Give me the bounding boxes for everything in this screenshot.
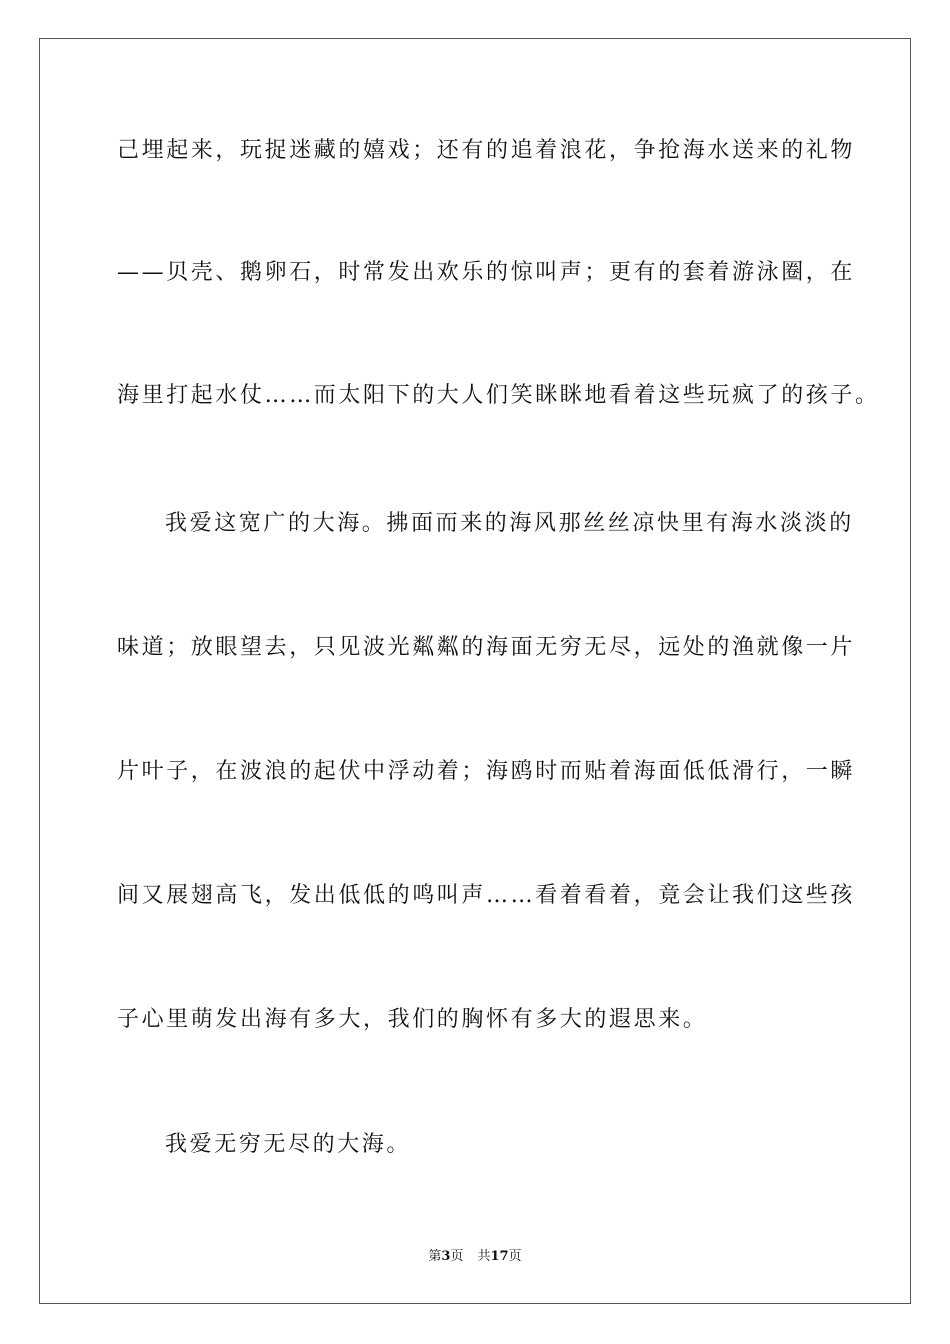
page-border — [39, 38, 911, 1304]
text-line: 己埋起来，玩捉迷藏的嬉戏；还有的追着浪花，争抢海水送来的礼物 — [117, 138, 856, 163]
total-suffix: 页 — [508, 1249, 522, 1264]
current-page-number: 3 — [441, 1249, 451, 1264]
text-line: 海里打起水仗……而太阳下的大人们笑眯眯地看着这些玩疯了的孩子。 — [117, 383, 880, 408]
paragraph-start-line: 我爱无穷无尽的大海。 — [165, 1132, 412, 1157]
page-footer — [0, 1248, 950, 1266]
page-prefix: 第 — [428, 1249, 442, 1264]
text-line: ——贝壳、鹅卵石，时常发出欢乐的惊叫声；更有的套着游泳圈，在 — [117, 260, 856, 285]
total-prefix: 共 — [477, 1249, 491, 1264]
text-line: 子心里萌发出海有多大，我们的胸怀有多大的遐思来。 — [117, 1007, 708, 1032]
text-line: 片叶子，在波浪的起伏中浮动着；海鸥时而贴着海面低低滑行，一瞬 — [117, 759, 856, 784]
page-suffix: 页 — [450, 1249, 464, 1264]
text-line: 味道；放眼望去，只见波光粼粼的海面无穷无尽，远处的渔就像一片 — [117, 635, 856, 660]
paragraph-start-line: 我爱这宽广的大海。拂面而来的海风那丝丝凉快里有海水淡淡的 — [165, 511, 854, 536]
total-page-count: 17 — [490, 1249, 509, 1264]
text-line: 间又展翅高飞，发出低低的鸣叫声……看着看着，竟会让我们这些孩 — [117, 883, 856, 908]
